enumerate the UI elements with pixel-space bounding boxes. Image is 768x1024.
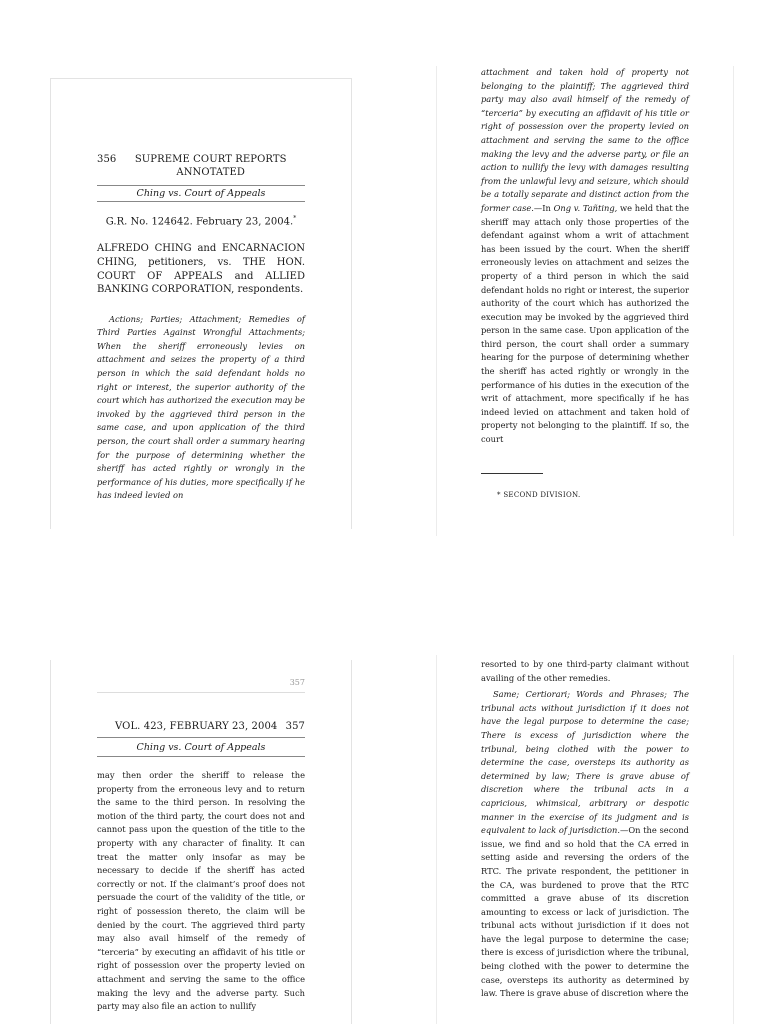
body-text: we held that the sheriff may attach only those properties of the defendant against whom a writ of attachment has been issued by the court. When the sheriff erroneously levies on attachment and seizes the property of a third person in which the said defendant holds no right or interest, the superior authority of the court which has authorized the execution may be invoked by the aggrieved third person in the same case. Upon application of the third person, the court shall order a summary hearing for the purpose of determining whether the sheriff has acted rightly or wrongly in the performance of his duties in the execution of the writ of attachment, more specifically if he has indeed levied on attachment and taken hold of property not belonging to the plaintiff. If so, the court (481, 202, 690, 445)
page-356-continued-body (481, 66, 689, 500)
page-357-continued (436, 655, 734, 1024)
syllabus-paragraph (481, 688, 689, 1001)
case-citation: Ong v. Tañting, (553, 202, 618, 213)
page-header-row (97, 153, 305, 179)
dash-text: —In (533, 202, 554, 213)
body-paragraph: resorted to by one third-party claimant without availing of the other remedies. (481, 659, 689, 683)
gr-number-text: G.R. No. 124642. February 23, 2004. (105, 216, 294, 228)
header-rule (97, 756, 305, 757)
header-rule (97, 201, 305, 202)
reporter-title: SUPREME COURT REPORTS ANNOTATED (134, 154, 287, 178)
page-357 (50, 660, 352, 1024)
body-text: —On the second issue, we find and so hold that the CA erred in setting aside and reversing the orders of the RTC. The private respondent, the petitioner in the CA, was burdened to prove that the RTC committed a grave abuse of its discretion amounting to excess or lack of jurisdiction. The tribunal acts without jurisdiction if it does not have the legal purpose to determine the case; there is excess of jurisdiction where the tribunal, being clothed with the power to determine the case, oversteps its authority as determined by law. There is grave abuse of discretion where the (481, 825, 689, 999)
gr-number (97, 212, 305, 228)
body-paragraph: may then order the sheriff to release the property from the erroneous levy and to return the same to the third person. In resolving the motion of the third party, the court does not and cannot pass upon the question of the title to the property with any character of finality. It can treat the matter only insofar as may be necessary to decide if the sheriff has acted correctly or not. If the claimant’s proof does not persuade the court of the validity of the title, or right of possession thereto, the claim will be denied by the court. The aggrieved third party may also avail himself of the remedy of “terceria” by executing an affidavit of his title or right of possession over the property levied on attachment and serving the same to the office making the levy and the adverse party. Such party may also file an action to nullify (97, 770, 305, 1012)
page-number: 356 (97, 154, 117, 165)
page-357-body (97, 678, 305, 1014)
volume-line: VOL. 423, FEBRUARY 23, 2004 (115, 721, 278, 732)
syllabus-paragraph: Actions; Parties; Attachment; Remedies of Third Parties Against Wrongful Attachments; When the sheriff erroneously levies on attachment and seizes the property of a third person in which the said defendant holds no right or interest, the superior authority of the court which has authorized the execution may be invoked by the aggrieved third person in the same case, and upon application of the third person, the court shall order a summary hearing for the purpose of determining whether the sheriff has acted rightly or wrongly in the performance of his duties, more specifically if he has indeed levied on (97, 313, 305, 501)
syllabus-continuation (481, 66, 689, 447)
page-356 (50, 78, 352, 529)
syllabus-italic: Same; Certiorari; Words and Phrases; The tribunal acts without jurisdiction if it does not have the legal purpose to determine the case; There is excess of jurisdiction where the tribunal, being clothed with the power to determine the case, oversteps its authority as determined by law; There is grave abuse of discretion where the tribunal acts in a capricious, whimsical, arbitrary or despotic manner in the exercise of its judgment and is equivalent to lack of jurisdiction. (481, 689, 689, 836)
page-357-continued-body (481, 658, 689, 1001)
page-356-header (97, 153, 305, 503)
footnote: * SECOND DIVISION. (497, 490, 581, 499)
running-head: Ching vs. Court of Appeals (136, 742, 266, 753)
faint-rule (97, 692, 305, 693)
running-head: Ching vs. Court of Appeals (136, 188, 266, 199)
page-number: 357 (285, 721, 305, 732)
small-page-number: 357 (289, 678, 305, 687)
page-356-continued (436, 66, 734, 536)
footnote-mark: * (293, 215, 297, 222)
syllabus-italic: attachment and taken hold of property not belonging to the plaintiff; The aggrieved third party may also avail himself of the remedy of “terceria” by executing an affidavit of his title or right of possession over the property levied on attachment and serving the same to the office making the levy and the adverse party, or file an action to nullify the levy with damages resulting from the unlawful levy and seizure, which should be a totally separate and distinct action from the former case. (481, 67, 689, 213)
header-rule (97, 185, 305, 186)
case-parties: ALFREDO CHING and ENCARNACION CHING, petitioners, vs. THE HON. COURT OF APPEALS and ALLIED BANKING CORPORATION, respondents. (97, 243, 305, 296)
header-rule (97, 737, 305, 738)
page-header-row (97, 720, 305, 733)
footnote-rule (481, 473, 543, 474)
